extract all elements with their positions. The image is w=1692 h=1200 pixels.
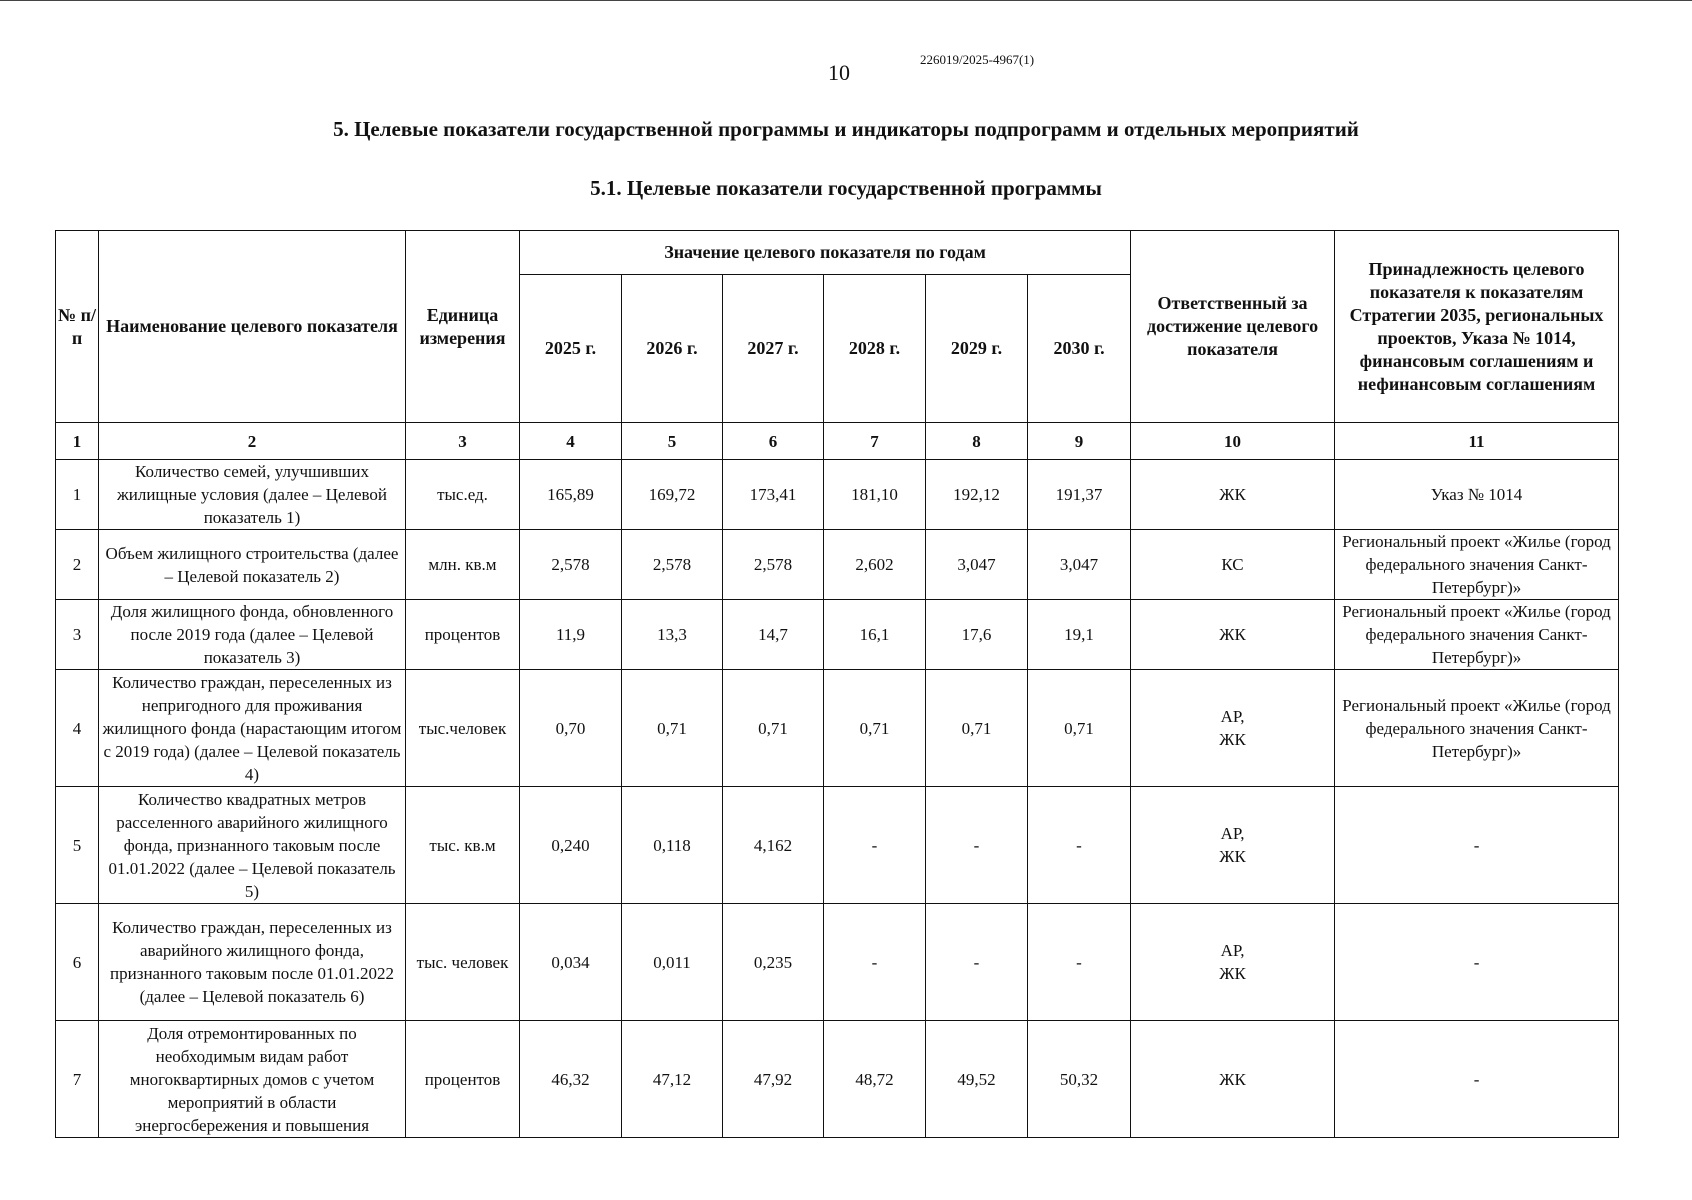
- indicator-unit: процентов: [406, 1021, 520, 1138]
- value-cell: 2,578: [520, 530, 622, 600]
- value-cell: 4,162: [723, 787, 824, 904]
- indicator-name: Количество граждан, переселенных из аварийного жилищного фонда, признанного таковым после 01.01.2022 (далее – Целевой показатель 6): [99, 904, 406, 1021]
- owner-cell: ЖК: [1131, 1021, 1335, 1138]
- document-id: 226019/2025-4967(1): [920, 52, 1035, 67]
- table-row: [56, 530, 1619, 600]
- owner-cell: АР, ЖК: [1131, 670, 1335, 787]
- header-year: 2030 г.: [1028, 275, 1131, 423]
- value-cell: 181,10: [824, 460, 926, 530]
- row-num: 6: [56, 904, 99, 1021]
- value-cell: 0,235: [723, 904, 824, 1021]
- header-num: № п/п: [56, 231, 99, 423]
- value-cell: 2,578: [622, 530, 723, 600]
- value-cell: 49,52: [926, 1021, 1028, 1138]
- value-cell: 3,047: [926, 530, 1028, 600]
- belonging-cell: -: [1335, 787, 1619, 904]
- value-cell: 14,7: [723, 600, 824, 670]
- belonging-cell: Региональный проект «Жилье (город федерального значения Санкт-Петербург)»: [1335, 600, 1619, 670]
- header-owner: Ответственный за достижение целевого показателя: [1131, 231, 1335, 423]
- value-cell: 191,37: [1028, 460, 1131, 530]
- value-cell: -: [926, 787, 1028, 904]
- value-cell: -: [824, 787, 926, 904]
- value-cell: -: [824, 904, 926, 1021]
- column-number: 10: [1131, 423, 1335, 460]
- page-number: 10: [828, 60, 850, 85]
- header-year: 2029 г.: [926, 275, 1028, 423]
- belonging-cell: -: [1335, 1021, 1619, 1138]
- indicator-unit: тыс.человек: [406, 670, 520, 787]
- indicator-name-text: Доля отремонтированных по необходимым видам работ многоквартирных домов с учетом мероприятий в области энергосбережения и повышения: [129, 1023, 375, 1135]
- top-border: [0, 0, 1692, 1]
- value-cell: 13,3: [622, 600, 723, 670]
- table-row: [56, 460, 1619, 530]
- value-cell: 16,1: [824, 600, 926, 670]
- header-name: Наименование целевого показателя: [99, 231, 406, 423]
- column-number: 9: [1028, 423, 1131, 460]
- row-num: 4: [56, 670, 99, 787]
- belonging-cell: Региональный проект «Жилье (город федерального значения Санкт-Петербург)»: [1335, 670, 1619, 787]
- value-cell: -: [1028, 787, 1131, 904]
- belonging-cell: -: [1335, 904, 1619, 1021]
- value-cell: 46,32: [520, 1021, 622, 1138]
- value-cell: -: [926, 904, 1028, 1021]
- subsection-heading: 5.1. Целевые показатели государственной программы: [590, 176, 1102, 200]
- indicator-name: Количество квадратных метров расселенного аварийного жилищного фонда, признанного таковым после 01.01.2022 (далее – Целевой показатель 5): [99, 787, 406, 904]
- header-unit: Единица измерения: [406, 231, 520, 423]
- value-cell: 47,12: [622, 1021, 723, 1138]
- indicator-name: [99, 1021, 406, 1138]
- header-year: 2025 г.: [520, 275, 622, 423]
- indicators-table: [55, 230, 1619, 1138]
- value-cell: 19,1: [1028, 600, 1131, 670]
- value-cell: 2,578: [723, 530, 824, 600]
- column-number: 5: [622, 423, 723, 460]
- indicator-name: Количество граждан, переселенных из непригодного для проживания жилищного фонда (нарастающим итогом с 2019 года) (далее – Целевой показатель 4): [99, 670, 406, 787]
- table-row: [56, 670, 1619, 787]
- owner-cell: ЖК: [1131, 460, 1335, 530]
- indicator-unit: тыс. кв.м: [406, 787, 520, 904]
- column-number: 4: [520, 423, 622, 460]
- value-cell: 165,89: [520, 460, 622, 530]
- belonging-cell: Указ № 1014: [1335, 460, 1619, 530]
- value-cell: 0,240: [520, 787, 622, 904]
- column-number: 8: [926, 423, 1028, 460]
- header-year: 2026 г.: [622, 275, 723, 423]
- value-cell: -: [1028, 904, 1131, 1021]
- column-number: 2: [99, 423, 406, 460]
- indicator-name: Количество семей, улучшивших жилищные условия (далее – Целевой показатель 1): [99, 460, 406, 530]
- value-cell: 3,047: [1028, 530, 1131, 600]
- indicator-unit: тыс. человек: [406, 904, 520, 1021]
- row-num: 5: [56, 787, 99, 904]
- value-cell: 0,034: [520, 904, 622, 1021]
- header-belonging: Принадлежность целевого показателя к показателям Стратегии 2035, региональных проектов, Указа № 1014, финансовым соглашениям и нефинансовым соглашениям: [1335, 231, 1619, 423]
- column-number: 11: [1335, 423, 1619, 460]
- indicator-name-clip: [101, 1023, 403, 1135]
- value-cell: 173,41: [723, 460, 824, 530]
- value-cell: 0,71: [926, 670, 1028, 787]
- row-num: 7: [56, 1021, 99, 1138]
- belonging-cell: Региональный проект «Жилье (город федерального значения Санкт-Петербург)»: [1335, 530, 1619, 600]
- value-cell: 17,6: [926, 600, 1028, 670]
- table-row: [56, 1021, 1619, 1138]
- indicator-name: Объем жилищного строительства (далее – Целевой показатель 2): [99, 530, 406, 600]
- row-num: 1: [56, 460, 99, 530]
- value-cell: 169,72: [622, 460, 723, 530]
- value-cell: 192,12: [926, 460, 1028, 530]
- value-cell: 0,71: [1028, 670, 1131, 787]
- indicator-unit: млн. кв.м: [406, 530, 520, 600]
- column-number-row: [56, 423, 1619, 460]
- indicator-unit: процентов: [406, 600, 520, 670]
- owner-cell: АР, ЖК: [1131, 904, 1335, 1021]
- value-cell: 0,71: [824, 670, 926, 787]
- owner-cell: КС: [1131, 530, 1335, 600]
- value-cell: 0,71: [622, 670, 723, 787]
- column-number: 6: [723, 423, 824, 460]
- column-number: 1: [56, 423, 99, 460]
- owner-cell: АР, ЖК: [1131, 787, 1335, 904]
- indicator-unit: тыс.ед.: [406, 460, 520, 530]
- value-cell: 48,72: [824, 1021, 926, 1138]
- owner-cell: ЖК: [1131, 600, 1335, 670]
- value-cell: 0,011: [622, 904, 723, 1021]
- table-row: [56, 787, 1619, 904]
- column-number: 7: [824, 423, 926, 460]
- indicator-name: Доля жилищного фонда, обновленного после 2019 года (далее – Целевой показатель 3): [99, 600, 406, 670]
- header-year: 2027 г.: [723, 275, 824, 423]
- table-row: [56, 600, 1619, 670]
- value-cell: 0,71: [723, 670, 824, 787]
- row-num: 2: [56, 530, 99, 600]
- value-cell: 11,9: [520, 600, 622, 670]
- value-cell: 47,92: [723, 1021, 824, 1138]
- section-heading: 5. Целевые показатели государственной программы и индикаторы подпрограмм и отдельных мероприятий: [333, 117, 1359, 141]
- value-cell: 0,118: [622, 787, 723, 904]
- column-number: 3: [406, 423, 520, 460]
- value-cell: 0,70: [520, 670, 622, 787]
- value-cell: 50,32: [1028, 1021, 1131, 1138]
- header-year: 2028 г.: [824, 275, 926, 423]
- row-num: 3: [56, 600, 99, 670]
- table-row: [56, 904, 1619, 1021]
- value-cell: 2,602: [824, 530, 926, 600]
- header-years-group: Значение целевого показателя по годам: [520, 231, 1131, 275]
